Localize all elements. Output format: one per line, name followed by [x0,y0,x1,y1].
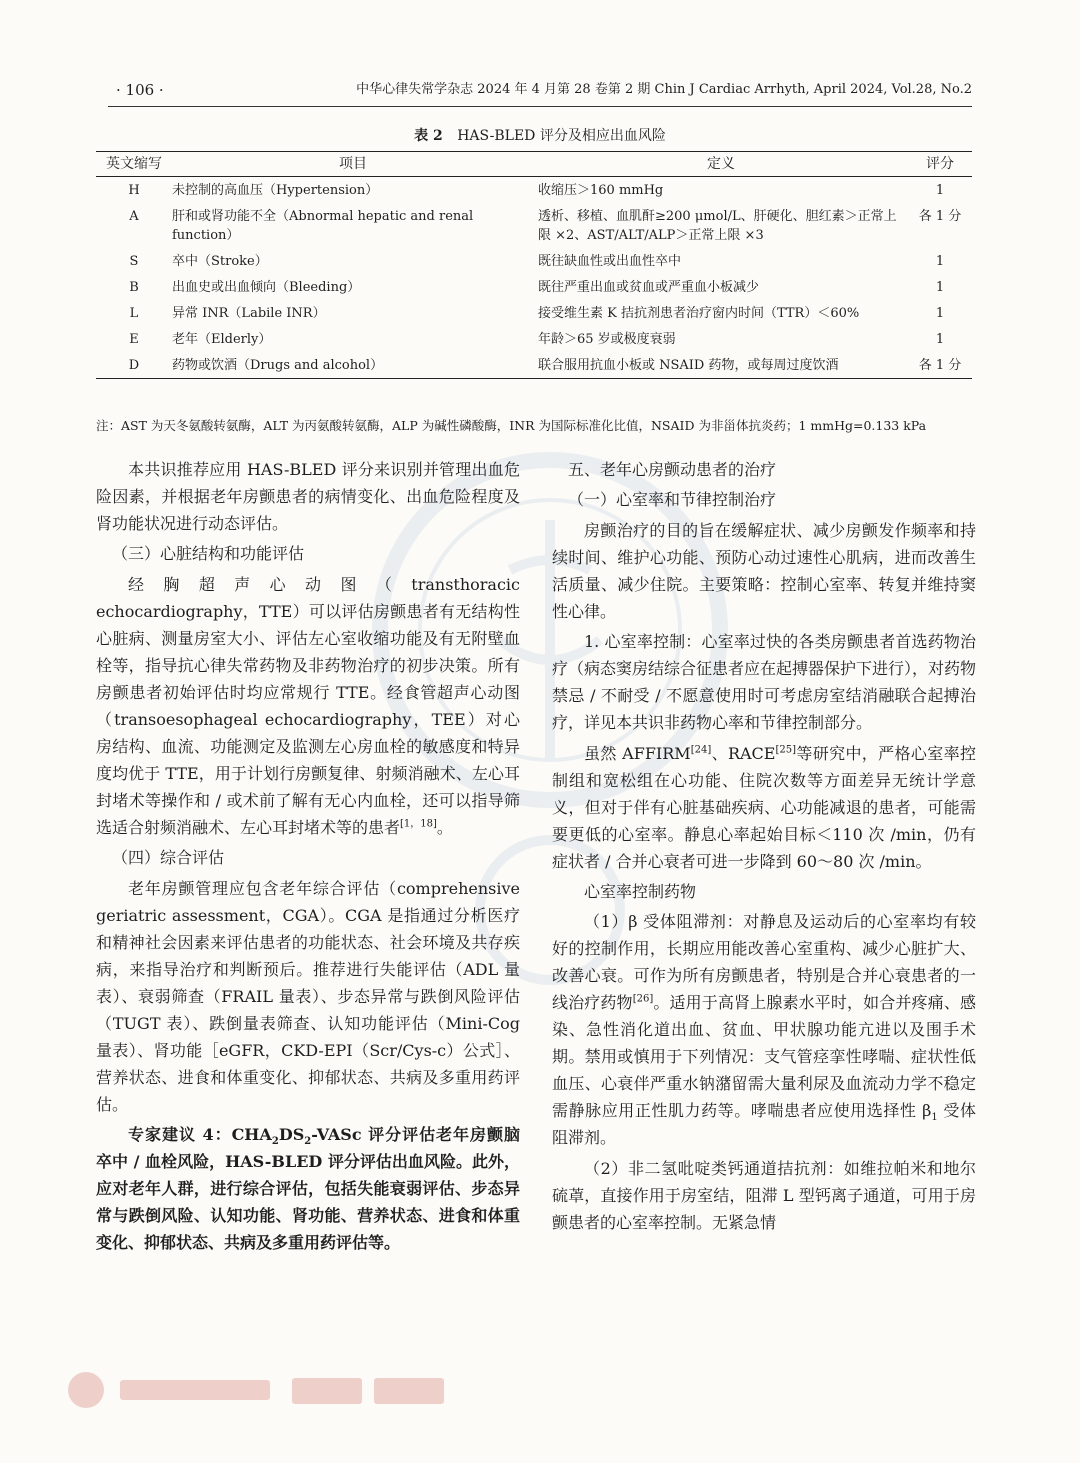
cell-abbr: L [129,306,139,321]
cell-item: 肝和或肾功能不全（Abnormal hepatic and renal function） [172,209,474,243]
cell-definition: 年龄＞65 岁或极度衰弱 [538,332,676,347]
cell-abbr: H [128,183,140,198]
cell-item: 卒中（Stroke） [172,254,268,269]
cell-score: 1 [935,254,945,269]
table-caption [108,126,972,146]
section-heading: 五、老年心房颤动患者的治疗 [568,460,777,479]
cell-abbr: D [128,358,140,373]
cell-score: 1 [935,332,945,347]
section-heading: （一）心室率和节律控制治疗 [568,490,777,510]
paragraph: 房颤治疗的目的旨在缓解症状、减少房颤发作频率和持续时间、维护心功能、预防心动过速性心肌病，进而改善生活质量、减少住院。主要策略：控制心室率、转复并维持窦性心律。 [552,520,976,621]
cell-abbr: S [129,254,139,269]
running-header [108,80,972,100]
has-bled-table [96,151,972,379]
paragraph: 老年房颤管理应包含老年综合评估（comprehensive geriatric assessment，CGA）。CGA 是指通过分析医疗和精神社会因素来评估患者的功能状态、社会环境及共存疾病，来指导治疗和判断预后。推荐进行失能评估（ADL 量表）、衰弱筛查（FRAIL 量表）、步态异常与跌倒风险评估（TUGT 表）、跌倒量表筛查、认知功能评估（Mini-Cog 量表）、肾功能［eGFR，CKD-EPI（Scr/Cys-c）公式］、营养状态、进食和体重变化、抑郁状态、共病及多重用药评估。 [96,878,520,1114]
citation-ref: [1，18] [400,818,437,830]
table-row [96,203,972,248]
paragraph: 经胸超声心动图（transthoracic echocardiography，TTE）可以评估房颤患者有无结构性心脏病、测量房室大小、评估左心室收缩功能及有无附壁血栓等，指导抗心律失常药物及非药物治疗的初步决策。所有房颤患者初始评估时均应常规行 TTE。经食管超声心动图（transoesophageal echocardiography，TEE）对心房结构、血流、功能测定及监测左心房血栓的敏感度和特异度均优于 TTE，用于计划行房颤复律、射频消融术、左心耳封堵术等操作和 / 或术前了解有无心内血栓，还可以指导筛选适合射频消融术、左心耳封堵术等的患者[1，18]。 [96,574,520,837]
cell-definition: 透析、移植、血肌酐≥200 μmol/L、肝硬化、胆红素＞正常上限 ×2、AST/ALT/ALP＞正常上限 ×3 [538,209,897,243]
section-heading: （四）综合评估 [112,848,225,868]
table-row [96,352,972,379]
table-row [96,248,972,274]
cell-score: 各 1 分 [918,358,962,373]
header-rule [108,106,972,107]
cell-item: 老年（Elderly） [172,332,272,347]
cell-definition: 收缩压＞160 mmHg [538,183,664,198]
table-title: HAS-BLED 评分及相应出血风险 [457,128,666,144]
cell-definition: 联合服用抗血小板或 NSAID 药物，或每周过度饮酒 [538,358,839,373]
citation-ref: [24] [690,744,712,756]
section-heading: （三）心脏结构和功能评估 [112,544,305,564]
table-row [96,300,972,326]
cell-score: 各 1 分 [918,209,962,224]
citation-ref: [25] [775,744,796,756]
cell-definition: 既往严重出血或贫血或严重血小板减少 [538,280,760,295]
table-header-row [96,152,972,177]
table-note: 注：AST 为天冬氨酸转氨酶，ALT 为丙氨酸转氨酶，ALP 为碱性磷酸酶，INR 为国际标准化比值，NSAID 为非甾体抗炎药；1 mmHg=0.133 kPa [96,418,927,433]
page-number: · 106 · [116,81,164,99]
table-row [96,274,972,300]
citation-ref: [26] [632,994,654,1006]
left-column [96,456,520,1259]
paragraph: 虽然 AFFIRM[24]、RACE[25]等研究中，严格心室率控制组和宽松组在心功能、住院次数等方面差异无统计学意义，但对于伴有心脏基础疾病、心功能减退的患者，可能需要更低的心室率。静息心率起始目标＜110 次 /min，仍有症状者 / 合并心衰者可进一步降到 60～80 次 /min。 [552,743,976,871]
table-label: 表 2 [414,128,443,144]
publisher-logo [64,1368,464,1412]
cell-score: 1 [935,306,945,321]
cell-item: 未控制的高血压（Hypertension） [172,183,379,198]
paragraph: （2）非二氢吡啶类钙通道拮抗剂：如维拉帕米和地尔硫䓬，直接作用于房室结，阻滞 L 型钙离子通道，可用于房颤患者的心室率控制。无紧急情 [552,1158,976,1232]
cell-abbr: A [129,209,139,224]
cell-definition: 既往缺血性或出血性卒中 [538,254,682,269]
paragraph: 本共识推荐应用 HAS-BLED 评分来识别并管理出血危险因素，并根据老年房颤患者的病情变化、出血危险程度及肾功能状况进行动态评估。 [96,460,520,533]
cell-item: 出血史或出血倾向（Bleeding） [172,280,361,295]
table-header-definition: 定义 [534,152,908,177]
table-row [96,177,972,204]
right-column [552,456,976,1239]
section-heading: 心室率控制药物 [584,881,697,901]
expert-recommendation: 专家建议 4：$CHA_2DS_2$-VASc 评分评估老年房颤脑卒中 / 血栓风险，HAS-BLED 评分评估出血风险。此外，应对老年人群，进行综合评估，包括失能衰弱评估、步态异常与跌倒风险、认知功能、肾功能、营养状态、进食和体重变化、抑郁状态、共病及多重用药评估等。 [96,1124,520,1252]
cell-definition: 接受维生素 K 拮抗剂患者治疗窗内时间（TTR）＜60% [538,306,860,321]
table-header-item: 项目 [172,152,534,177]
cell-abbr: E [129,332,139,347]
table-header-abbr: 英文缩写 [96,152,172,177]
cell-abbr: B [129,280,139,295]
journal-citation: 中华心律失常学杂志 2024 年 4 月第 28 卷第 2 期 Chin J Cardiac Arrhyth, April 2024, Vol.28, No.2 [356,82,972,97]
cell-score: 1 [935,183,945,198]
paragraph: 1. 心室率控制：心室率过快的各类房颤患者首选药物治疗（病态窦房结综合征患者应在起搏器保护下进行），对药物禁忌 / 不耐受 / 不愿意使用时可考虑房室结消融联合起搏治疗，详见本共识非药物心率和节律控制部分。 [552,632,977,733]
cell-item: 药物或饮酒（Drugs and alcohol） [172,358,384,373]
cell-score: 1 [935,280,945,295]
table-header-score: 评分 [908,152,972,177]
has-bled-table-wrap [96,151,972,379]
paragraph: （1）β 受体阻滞剂：对静息及运动后的心室率均有较好的控制作用，长期应用能改善心室重构、减少心脏扩大、改善心衰。可作为所有房颤患者，特别是合并心衰患者的一线治疗药物[26]。适用于高肾上腺素水平时，如合并疼痛、感染、急性消化道出血、贫血、甲状腺功能亢进以及围手术期。禁用或慎用于下列情况：支气管痉挛性哮喘、症状性低血压、心衰伴严重水钠潴留需大量利尿及血流动力学不稳定需静脉应用正性肌力药等。哮喘患者应使用选择性 $\beta_1$ 受体阻滞剂。 [552,912,976,1148]
cell-item: 异常 INR（Labile INR） [172,306,326,321]
table-row [96,326,972,352]
